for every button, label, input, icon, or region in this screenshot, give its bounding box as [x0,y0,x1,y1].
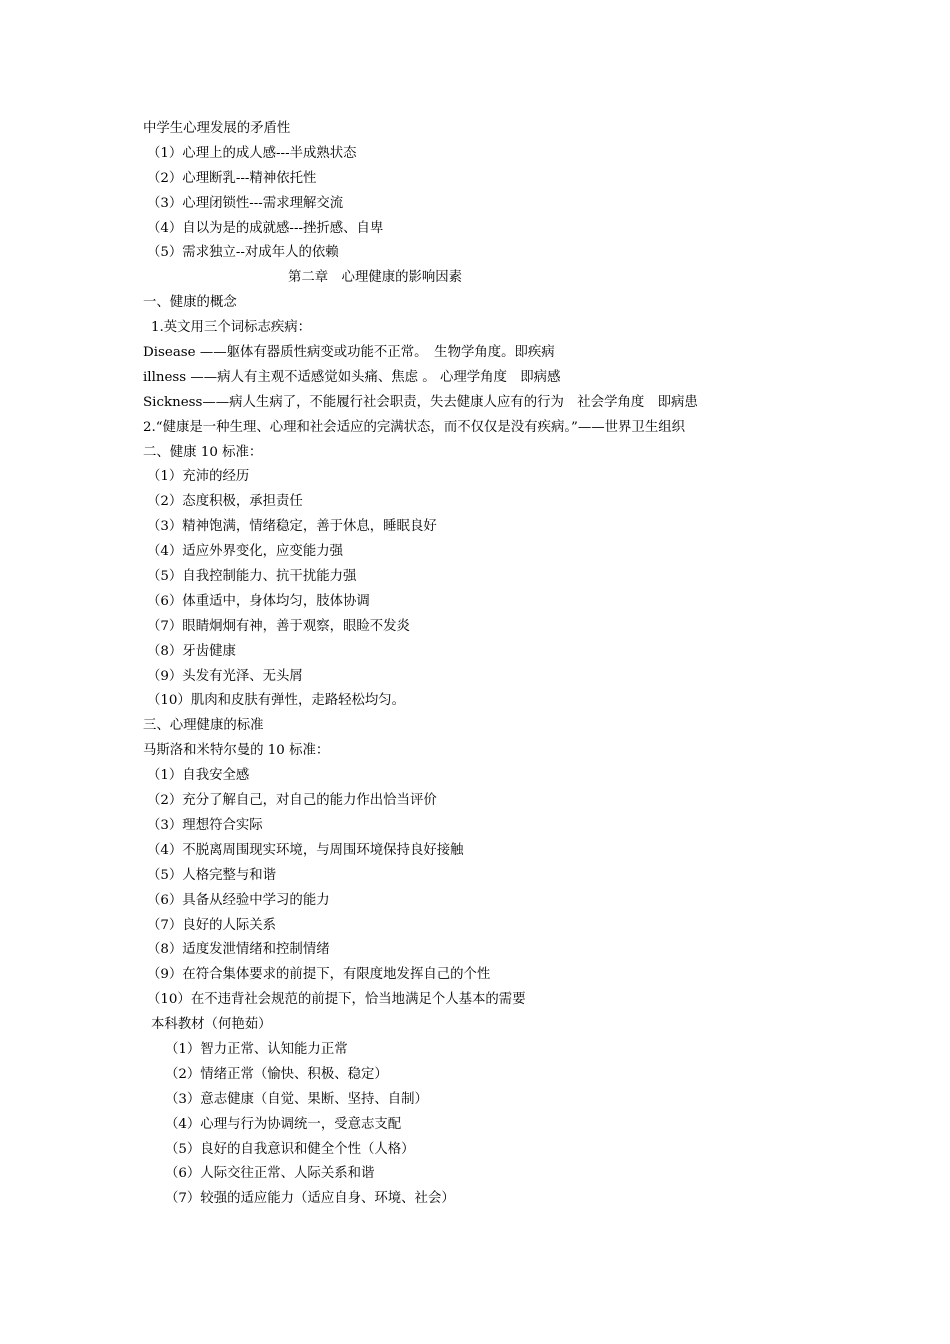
list-item: （10）在不违背社会规范的前提下，恰当地满足个人基本的需要 [147,992,526,1008]
list-item: （9）在符合集体要求的前提下，有限度地发挥自己的个性 [147,967,491,983]
list-item: （6）具备从经验中学习的能力 [147,892,330,908]
list-item: （2）情绪正常（愉快、积极、稳定） [165,1066,388,1082]
list-item: （5）良好的自我意识和健全个性（人格） [165,1141,415,1157]
list-item: （2）充分了解自己，对自己的能力作出恰当评价 [147,793,437,809]
list-item: （3）理想符合实际 [147,817,263,833]
list-item: （3）精神饱满，情绪稳定，善于休息，睡眠良好 [147,519,437,535]
list-item: （7）较强的适应能力（适应自身、环境、社会） [165,1191,455,1207]
list-item: （9）头发有光泽、无头屑 [147,668,303,684]
list-item: （2）心理断乳---精神依托性 [147,170,317,186]
list-item: （2）态度积极，承担责任 [147,494,303,510]
list-item: （4）不脱离周围现实环境，与周围环境保持良好接触 [147,842,464,858]
list-item: （1）智力正常、认知能力正常 [165,1041,348,1057]
section-heading: 二、健康 10 标准： [143,444,263,460]
list-item: （3）心理闭锁性---需求理解交流 [147,195,344,211]
list-item: （1）心理上的成人感---半成熟状态 [147,145,357,161]
subsection-heading: 本科教材（何艳茹） [151,1017,272,1033]
list-item: （7）良好的人际关系 [147,917,277,933]
list-item: （8）适度发泄情绪和控制情绪 [147,942,330,958]
section-heading: 三、心理健康的标准 [143,718,264,734]
list-item: （5）自我控制能力、抗干扰能力强 [147,569,357,585]
list-item: （5）需求独立--对成年人的依赖 [147,245,339,261]
list-item: （1）充沛的经历 [147,469,250,485]
paragraph-line: illness ——病人有主观不适感觉如头痛、焦虑 。 心理学角度 即病感 [143,369,561,385]
list-item: （3）意志健康（自觉、果断、坚持、自制） [165,1091,428,1107]
list-item: （4）心理与行为协调统一，受意志支配 [165,1116,402,1132]
list-item: （7）眼睛炯炯有神，善于观察，眼睑不发炎 [147,618,410,634]
list-item: （8）牙齿健康 [147,643,236,659]
paragraph-line: 2.“健康是一种生理、心理和社会适应的完满状态，而不仅仅是没有疾病。”——世界卫生组织 [143,419,685,435]
section-heading: 中学生心理发展的矛盾性 [143,121,291,136]
list-item: （4）自以为是的成就感---挫折感、自卑 [147,220,384,236]
list-item: （4）适应外界变化，应变能力强 [147,544,343,560]
list-item: （6）人际交往正常、人际关系和谐 [165,1166,375,1182]
section-heading: 一、健康的概念 [143,295,237,311]
list-item: （10）肌肉和皮肤有弹性，走路轻松均匀。 [147,693,406,709]
list-item: （6）体重适中，身体均匀，肢体协调 [147,593,370,609]
list-item: （1）自我安全感 [147,768,250,784]
document-body [143,117,823,1212]
paragraph-line: Sickness——病人生病了，不能履行社会职责，失去健康人应有的行为 社会学角度 即病患 [143,394,698,410]
list-item: （5）人格完整与和谐 [147,867,277,883]
paragraph-line: 1.英文用三个词标志疾病： [151,320,312,336]
paragraph-line: 马斯洛和米特尔曼的 10 标准： [143,743,330,759]
paragraph-line: Disease ——躯体有器质性病变或功能不正常。 生物学角度。即疾病 [143,345,555,361]
chapter-title: 第二章 心理健康的影响因素 [288,270,463,286]
